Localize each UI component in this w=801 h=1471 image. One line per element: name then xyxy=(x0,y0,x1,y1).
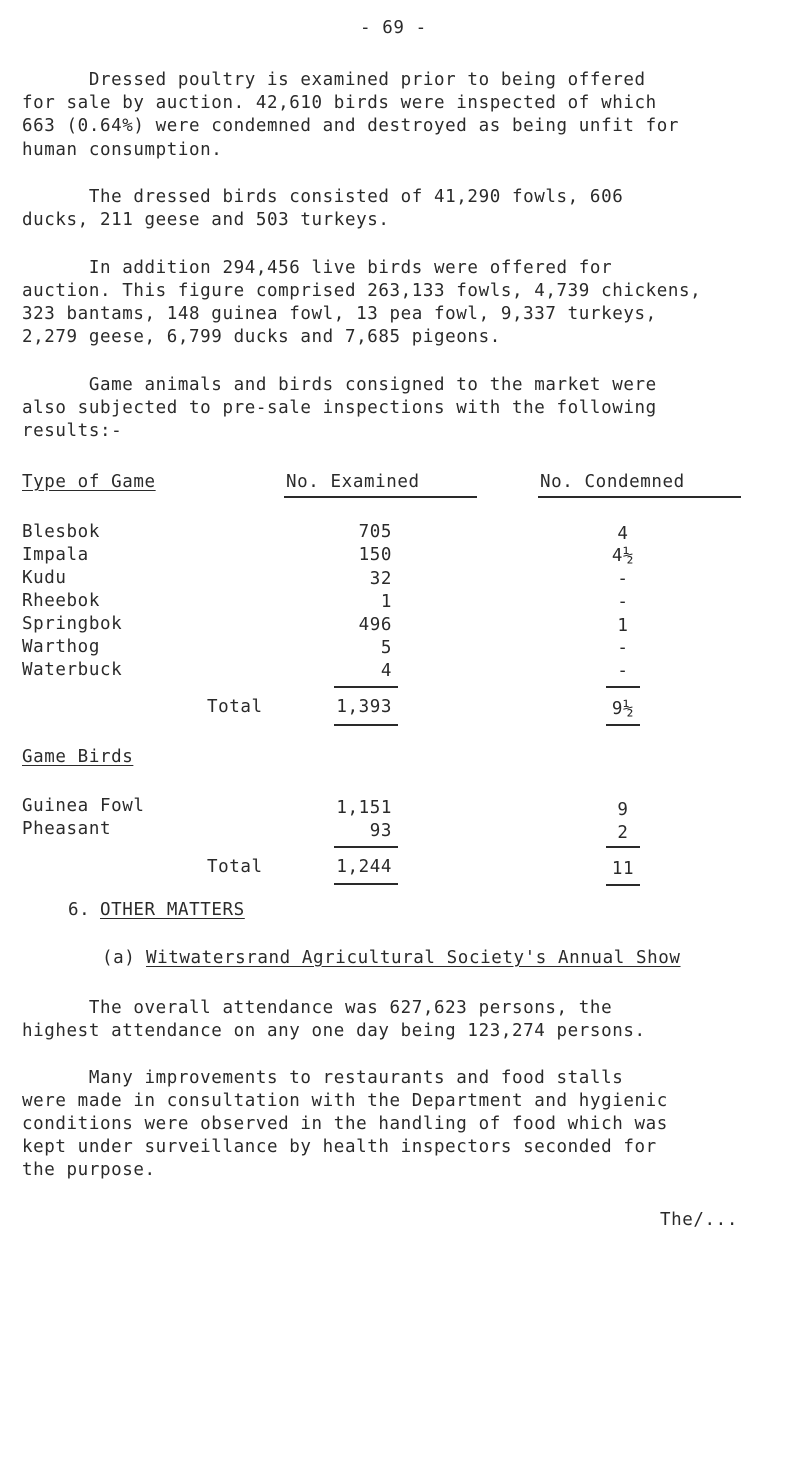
paragraph-line: ducks, 211 geese and 503 turkeys. xyxy=(22,210,390,230)
total-examined: 1,244 xyxy=(336,857,392,877)
row-condemned: - xyxy=(617,592,629,612)
row-examined: 496 xyxy=(358,615,392,635)
total-rule-examined xyxy=(334,724,398,726)
paragraph-line: 663 (0.64%) were condemned and destroyed as being unfit for xyxy=(22,116,680,136)
row-examined: 93 xyxy=(369,821,392,841)
row-name: Pheasant xyxy=(22,819,112,839)
paragraph-line: Dressed poultry is examined prior to being offered xyxy=(22,70,646,90)
subtotal-rule-condemned xyxy=(606,846,640,848)
row-name: Impala xyxy=(22,545,89,565)
row-name: Rheebok xyxy=(22,591,100,611)
row-name: Blesbok xyxy=(22,522,100,542)
paragraph-line: Game animals and birds consigned to the market were xyxy=(22,375,657,395)
row-condemned: 9 xyxy=(617,800,629,820)
row-examined: 150 xyxy=(358,545,392,565)
row-name: Guinea Fowl xyxy=(22,796,145,816)
subtotal-rule-condemned xyxy=(606,686,640,688)
row-examined: 705 xyxy=(358,522,392,542)
paragraph-line: The dressed birds consisted of 41,290 fowls, 606 xyxy=(22,187,624,207)
total-condemned: 11 xyxy=(611,859,635,879)
header-condemned-underline xyxy=(538,496,741,498)
page-number: - 69 - xyxy=(360,18,427,38)
subsection-label: (a) xyxy=(102,948,136,968)
paragraph-line: human consumption. xyxy=(22,140,223,160)
header-no-examined: No. Examined xyxy=(286,472,420,492)
subtotal-rule-examined xyxy=(334,686,398,688)
row-examined: 4 xyxy=(380,661,392,681)
row-condemned: 4 xyxy=(617,524,629,544)
paragraph-line: for sale by auction. 42,610 birds were inspected of which xyxy=(22,93,657,113)
row-condemned: - xyxy=(617,569,629,589)
paragraph-line: results:- xyxy=(22,421,123,441)
paragraph-line: In addition 294,456 live birds were offered for xyxy=(22,258,613,278)
section-number: 6. xyxy=(68,900,91,920)
paragraph-line: highest attendance on any one day being 123,274 persons. xyxy=(22,1021,646,1041)
row-examined: 5 xyxy=(380,638,392,658)
paragraph-line: The overall attendance was 627,623 persons, the xyxy=(22,998,613,1018)
row-examined: 1,151 xyxy=(336,798,392,818)
row-examined: 32 xyxy=(369,569,392,589)
paragraph-line: also subjected to pre-sale inspections with the following xyxy=(22,398,657,418)
paragraph-line: 2,279 geese, 6,799 ducks and 7,685 pigeons. xyxy=(22,327,501,347)
subtotal-rule-examined xyxy=(334,846,398,848)
paragraph-line: the purpose. xyxy=(22,1160,156,1180)
row-name: Warthog xyxy=(22,637,100,657)
header-examined-underline xyxy=(284,496,477,498)
header-no-condemned: No. Condemned xyxy=(540,472,685,492)
total-label: Total xyxy=(207,857,263,877)
row-condemned: - xyxy=(617,638,629,658)
subsection-title: Witwatersrand Agricultural Society's Annual Show xyxy=(146,948,681,968)
paragraph-line: were made in consultation with the Department and hygienic xyxy=(22,1091,668,1111)
paragraph-line: conditions were observed in the handling of food which was xyxy=(22,1114,668,1134)
header-type-of-game: Type of Game xyxy=(22,472,156,492)
total-rule-condemned xyxy=(606,884,640,886)
row-name: Springbok xyxy=(22,614,123,634)
continuation-catchword: The/... xyxy=(660,1210,738,1230)
row-condemned: - xyxy=(617,661,629,681)
total-label: Total xyxy=(207,697,263,717)
paragraph-line: 323 bantams, 148 guinea fowl, 13 pea fowl, 9,337 turkeys, xyxy=(22,304,657,324)
row-name: Waterbuck xyxy=(22,660,123,680)
total-condemned: 9½ xyxy=(611,699,635,719)
row-condemned: 1 xyxy=(617,616,629,636)
row-name: Kudu xyxy=(22,568,67,588)
row-condemned: 4½ xyxy=(611,546,635,566)
total-rule-condemned xyxy=(606,724,640,726)
game-birds-heading: Game Birds xyxy=(22,747,134,767)
paragraph-line: auction. This figure comprised 263,133 fowls, 4,739 chickens, xyxy=(22,281,702,301)
row-examined: 1 xyxy=(380,592,392,612)
paragraph-line: kept under surveillance by health inspectors seconded for xyxy=(22,1137,657,1157)
paragraph-line: Many improvements to restaurants and food stalls xyxy=(22,1068,624,1088)
total-examined: 1,393 xyxy=(336,697,392,717)
section-title: OTHER MATTERS xyxy=(100,900,245,920)
total-rule-examined xyxy=(334,883,398,885)
row-condemned: 2 xyxy=(617,823,629,843)
